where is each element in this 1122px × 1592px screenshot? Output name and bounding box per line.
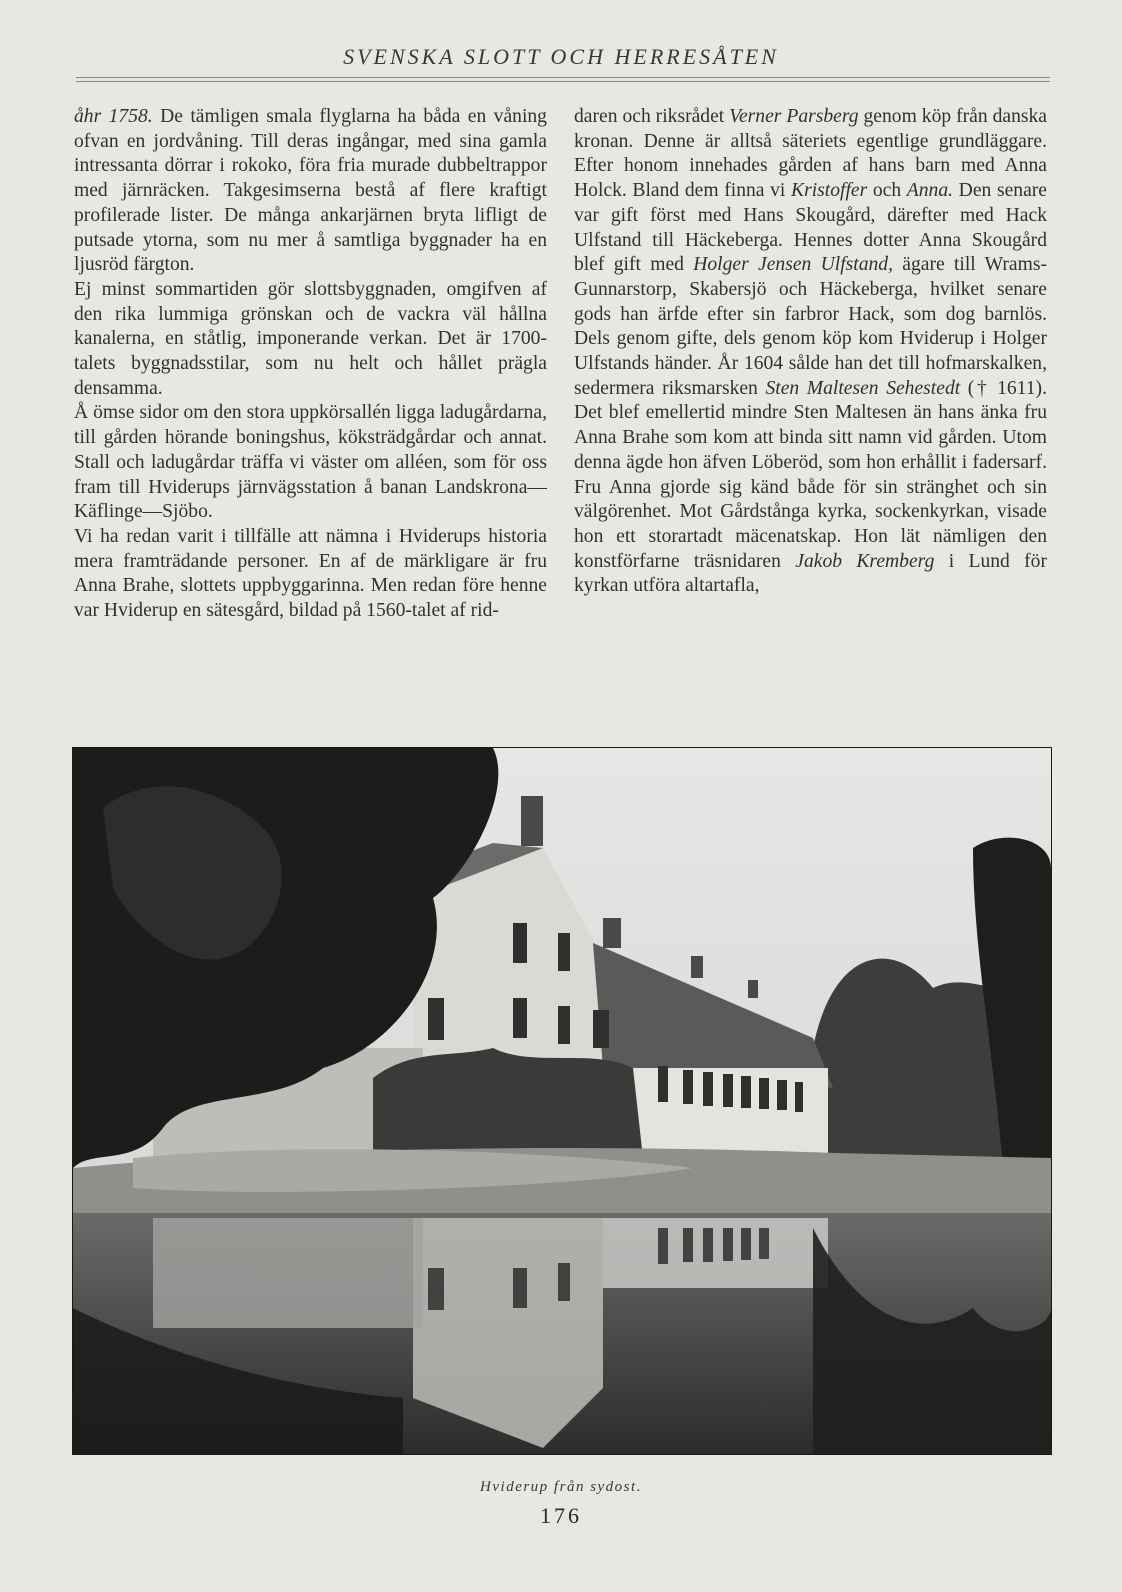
page-number: 176 [540, 1503, 582, 1528]
name-kristoffer: Kristoffer [791, 180, 868, 202]
header-rule-top [76, 77, 1050, 78]
paragraph-1 [74, 105, 547, 278]
name-sten-maltesen-sehestedt: Sten Maltesen Sehestedt [765, 377, 961, 399]
figure-caption: Hviderup från sydost. [480, 1479, 642, 1495]
running-title: SVENSKA SLOTT OCH HERRESÅTEN [343, 44, 779, 69]
name-anna: Anna. [906, 180, 954, 202]
text-segment: Den senare var gift först med Hans Skougård, därefter med Hack Ulfstand till Häckeberga. Hennes dotter Anna Skougård blef gift med [574, 180, 1047, 276]
text-segment: daren och riksrådet [574, 106, 730, 127]
name-verner-parsberg: Verner Parsberg [729, 106, 859, 127]
header-rule-bottom [76, 81, 1050, 82]
paragraph-continued [574, 105, 1047, 599]
paragraph-1-text: De tämligen smala flyglarna ha båda en våning ofvan en jordvåning. Till deras ingångar, med sina gamla intressanta dörrar i rokoko, föra fria murade dubbeltrappor med järnräcken. Takgesimserna bestå af flere kraftigt profilerade lister. De många ankarjärnen bryta lifligt de putsade ytorna, som nu mer å samtliga byggnader ha en ljusröd färgton. [74, 106, 547, 276]
text-column-right [574, 105, 1047, 599]
text-segment: och [867, 180, 907, 202]
paragraph-4: Vi ha redan varit i tillfälle att nämna i Hviderups historia mera framträdande personer. En af de märkligare är fru Anna Brahe, slottets uppbyggarinna. Men redan före henne var Hviderup en sätesgård, bildad på 1560-talet af rid- [74, 525, 547, 622]
photograph-illustration [73, 748, 1051, 1454]
photograph-hviderup [72, 747, 1052, 1455]
paragraph-1-lead: åhr 1758. [74, 106, 153, 127]
text-segment: genom köp från danska kronan. Denne är alltså säteriets egentlige grundläggare. Efter honom innehades gården af hans barn med Anna Holck. Bland dem finna vi [574, 106, 1047, 202]
name-holger-jensen-ulfstand: Holger Jensen Ulfstand, [693, 254, 893, 276]
text-segment: († 1611). Det blef emellertid mindre Sten Maltesen än hans änka fru Anna Brahe som kom att binda sitt namn vid gården. Utom denna ägde hon äfven Löberöd, som hon erhållit i fadersarf. Fru Anna gjorde sig känd både för sin stränghet och sin välgörenhet. Mot Gårdstånga kyrka, sockenkyrkan, visade hon ett storartadt mäcenatskap. Hon lät nämligen den konstförfarne träsnidaren [574, 377, 1047, 572]
paragraph-3: Å ömse sidor om den stora uppkörsallén ligga ladugårdarna, till gården hörande boningshus, köksträdgårdar och annat. Stall och ladugårdar träffa vi väster om alléen, som för oss fram till Hviderups järnvägsstation å banan Landskrona—Käflinge—Sjöbo. [74, 402, 547, 523]
name-jakob-kremberg: Jakob Kremberg [795, 550, 935, 572]
paragraph-2: Ej minst sommartiden gör slottsbyggnaden, omgifven af den rika lummiga grönskan och de vackra väl hållna kanalerna, en ståtlig, imponerande verkan. Det är 1700-talets byggnadsstilar, som nu helt och hållet prägla densamma. [74, 278, 547, 399]
text-column-left [74, 105, 547, 624]
text-segment: i Lund för kyrkan utföra altartafla, [574, 550, 1048, 597]
text-segment: ägare till Wrams-Gunnarstorp, Skabersjö och Häckeberga, hvilket senare gods han ärfde efter sin farbror Hack, som dog barnlös. Dels genom gifte, dels genom köp kom Hviderup i Holger Ulfstands händer. År 1604 sålde han det till hofmarskalken, sedermera riksmarsken [574, 254, 1047, 399]
